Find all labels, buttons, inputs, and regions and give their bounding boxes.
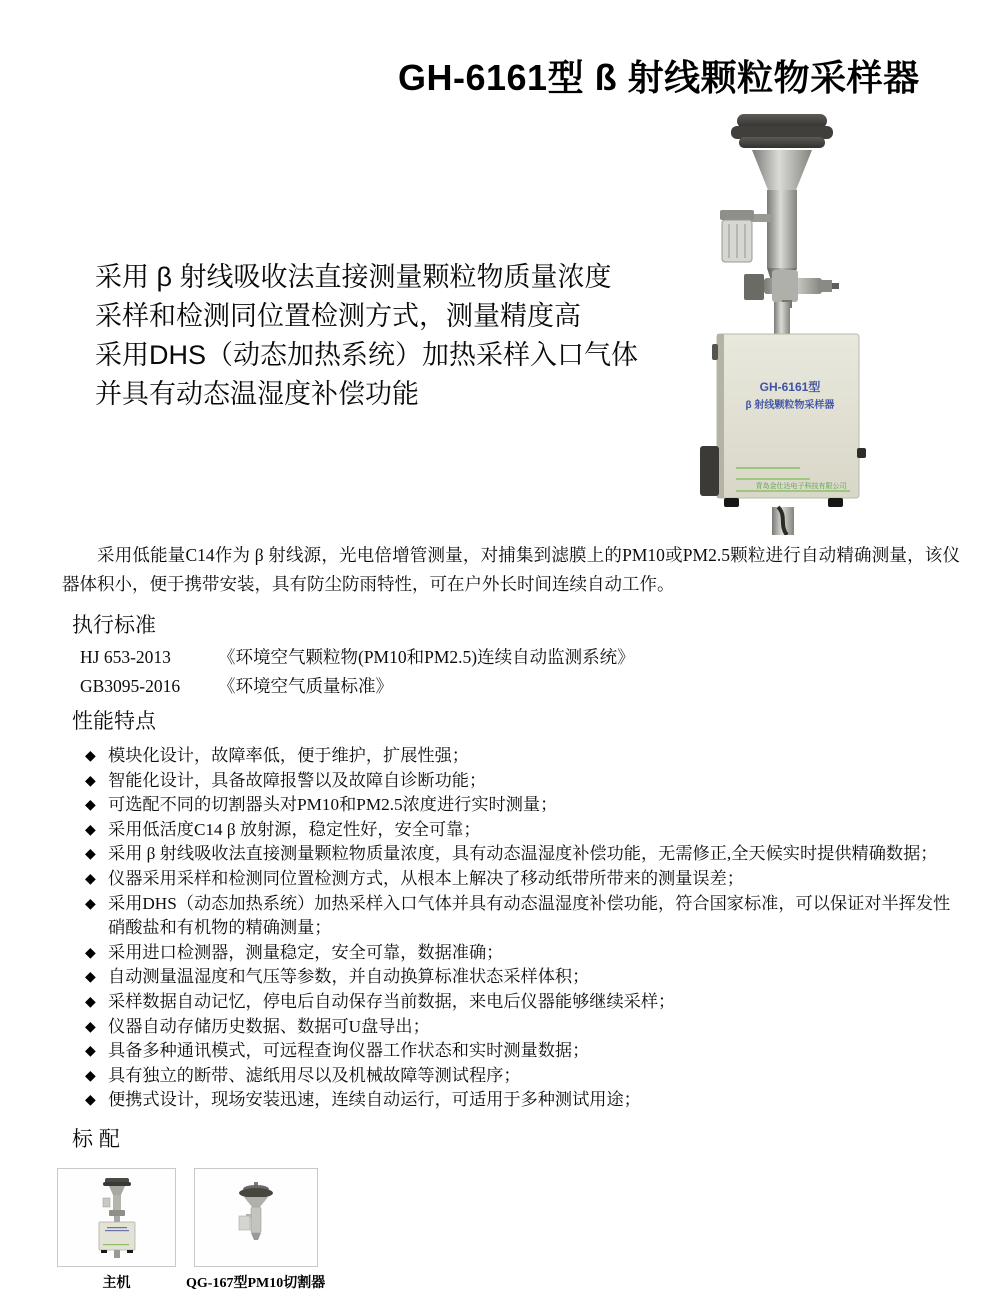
feature-text: 采用 β 射线吸收法直接测量颗粒物质量浓度，具有动态温湿度补偿功能，无需修正,全天候实时提供精确数据； bbox=[108, 844, 938, 864]
feature-text: 自动测量温湿度和气压等参数，并自动换算标准状态采样体积； bbox=[108, 967, 590, 987]
standards-list bbox=[80, 643, 635, 701]
page-title: GH-6161型 ß 射线颗粒物采样器 bbox=[398, 57, 920, 98]
feature-item bbox=[85, 892, 967, 941]
diamond-bullet-icon: ◆ bbox=[85, 994, 96, 1010]
config-caption-main-unit: 主机 bbox=[102, 1276, 131, 1291]
intro-paragraph: 采用低能量C14作为 β 射线源，光电倍增管测量，对捕集到滤膜上的PM10或PM2.5颗粒进行自动精确测量，该仪器体积小，便于携带安装，具有防尘防雨特性，可在户外长时间连续自动工作。 bbox=[62, 545, 960, 594]
config-caption-cutter: QG-167型PM10切割器 bbox=[186, 1276, 326, 1291]
standard-code: HJ 653-2013 bbox=[80, 647, 171, 667]
feature-item bbox=[85, 818, 967, 843]
section-heading-standards: 执行标准 bbox=[72, 614, 156, 637]
valve-body bbox=[772, 270, 798, 302]
feature-item bbox=[85, 842, 967, 867]
cutter-thumbnail bbox=[194, 1168, 318, 1267]
valve-left-block bbox=[744, 274, 764, 300]
diamond-bullet-icon: ◆ bbox=[85, 822, 96, 838]
feature-item bbox=[85, 1015, 967, 1040]
box-foot-right bbox=[828, 498, 843, 507]
valve-nozzle bbox=[818, 280, 832, 292]
highlight-line: 采用DHS（动态加热系统）加热采样入口气体 bbox=[95, 340, 639, 370]
feature-text: 模块化设计，故障率低，便于维护，扩展性强； bbox=[108, 746, 469, 765]
canister-cap bbox=[720, 210, 754, 220]
diamond-bullet-icon: ◆ bbox=[85, 1044, 96, 1060]
rain-cap-top bbox=[737, 114, 827, 128]
feature-text: 智能化设计，具备故障报警以及故障自诊断功能； bbox=[108, 770, 487, 790]
feature-text: 仪器自动存储历史数据、数据可U盘导出； bbox=[108, 1016, 430, 1036]
config-card-cutter bbox=[186, 1168, 325, 1292]
diamond-bullet-icon: ◆ bbox=[85, 871, 96, 887]
valve-nozzle-tip bbox=[832, 283, 839, 289]
sampler-device-illustration bbox=[660, 98, 990, 535]
feature-text: 采用DHS（动态加热系统）加热采样入口气体并具有动态温湿度补偿功能，符合国家标准，可以保证对半挥发性硝酸盐和有机物的精确测量； bbox=[108, 893, 951, 938]
highlight-line: 采用 β 射线吸收法直接测量颗粒物质量浓度 bbox=[95, 262, 612, 292]
feature-item bbox=[85, 1039, 967, 1064]
diamond-bullet-icon: ◆ bbox=[85, 1093, 96, 1109]
box-latch bbox=[857, 448, 866, 458]
feature-item bbox=[85, 990, 967, 1015]
feature-item bbox=[85, 867, 967, 892]
feature-text: 具有独立的断带、滤纸用尽以及机械故障等测试程序； bbox=[108, 1065, 521, 1085]
feature-item bbox=[85, 744, 967, 769]
feature-list bbox=[85, 744, 967, 1113]
box-hinge bbox=[712, 344, 718, 360]
feature-item bbox=[85, 1064, 967, 1089]
diamond-bullet-icon: ◆ bbox=[85, 773, 96, 789]
main-unit-image bbox=[67, 1174, 167, 1262]
standard-code: GB3095-2016 bbox=[80, 676, 181, 696]
feature-item bbox=[85, 965, 967, 990]
diamond-bullet-icon: ◆ bbox=[85, 945, 96, 961]
highlight-block bbox=[95, 258, 675, 414]
feature-item bbox=[85, 769, 967, 794]
box-foot-left bbox=[724, 498, 739, 507]
inlet-funnel bbox=[752, 150, 812, 190]
diamond-bullet-icon: ◆ bbox=[85, 749, 96, 764]
feature-text: 可选配不同的切割器头对PM10和PM2.5浓度进行实时测量； bbox=[108, 795, 558, 815]
diamond-bullet-icon: ◆ bbox=[85, 847, 96, 863]
box-label-name: β 射线颗粒物采样器 bbox=[745, 400, 835, 411]
diamond-bullet-icon: ◆ bbox=[85, 970, 96, 986]
highlight-line: 采样和检测同位置检测方式，测量精度高 bbox=[95, 301, 581, 331]
section-heading-config: 标 配 bbox=[72, 1128, 120, 1151]
device-photo bbox=[660, 98, 990, 535]
config-row bbox=[57, 1168, 325, 1292]
feature-text: 仪器采用采样和检测同位置检测方式，从根本上解决了移动纸带所带来的测量误差； bbox=[108, 868, 744, 888]
feature-text: 采样数据自动记忆，停电后自动保存当前数据，来电后仪器能够继续采样； bbox=[108, 991, 676, 1011]
diamond-bullet-icon: ◆ bbox=[85, 1019, 96, 1035]
highlight-line: 并具有动态温湿度补偿功能 bbox=[95, 379, 419, 409]
config-card-main-unit bbox=[57, 1168, 176, 1292]
diamond-bullet-icon: ◆ bbox=[85, 798, 96, 814]
standard-item bbox=[80, 672, 635, 701]
inlet-tube bbox=[767, 190, 797, 268]
feature-item bbox=[85, 1088, 967, 1113]
feature-item bbox=[85, 793, 967, 818]
rain-cap-rim bbox=[739, 137, 825, 148]
standard-item bbox=[80, 643, 635, 672]
enclosure-box bbox=[717, 334, 859, 498]
main-unit-thumbnail bbox=[57, 1168, 176, 1267]
diamond-bullet-icon: ◆ bbox=[85, 896, 96, 912]
feature-text: 具备多种通讯模式，可远程查询仪器工作状态和实时测量数据； bbox=[108, 1041, 590, 1061]
down-tube bbox=[774, 302, 790, 336]
feature-text: 便携式设计，现场安装迅速，连续自动运行，可适用于多种测试用途； bbox=[108, 1090, 641, 1110]
standard-title: 《环境空气质量标准》 bbox=[218, 676, 393, 696]
box-label-model: GH-6161型 bbox=[759, 380, 821, 394]
standard-title: 《环境空气颗粒物(PM10和PM2.5)连续自动监测系统》 bbox=[218, 647, 635, 667]
feature-item bbox=[85, 941, 967, 966]
brand-text: 青岛金仕达电子科技有限公司 bbox=[755, 483, 847, 490]
feature-text: 采用低活度C14 β 放射源，稳定性好，安全可靠； bbox=[108, 819, 481, 839]
box-side-unit bbox=[700, 446, 719, 496]
cutter-image bbox=[206, 1174, 306, 1262]
section-heading-features: 性能特点 bbox=[72, 710, 156, 733]
diamond-bullet-icon: ◆ bbox=[85, 1068, 96, 1084]
feature-text: 采用进口检测器，测量稳定，安全可靠，数据准确； bbox=[108, 942, 504, 962]
